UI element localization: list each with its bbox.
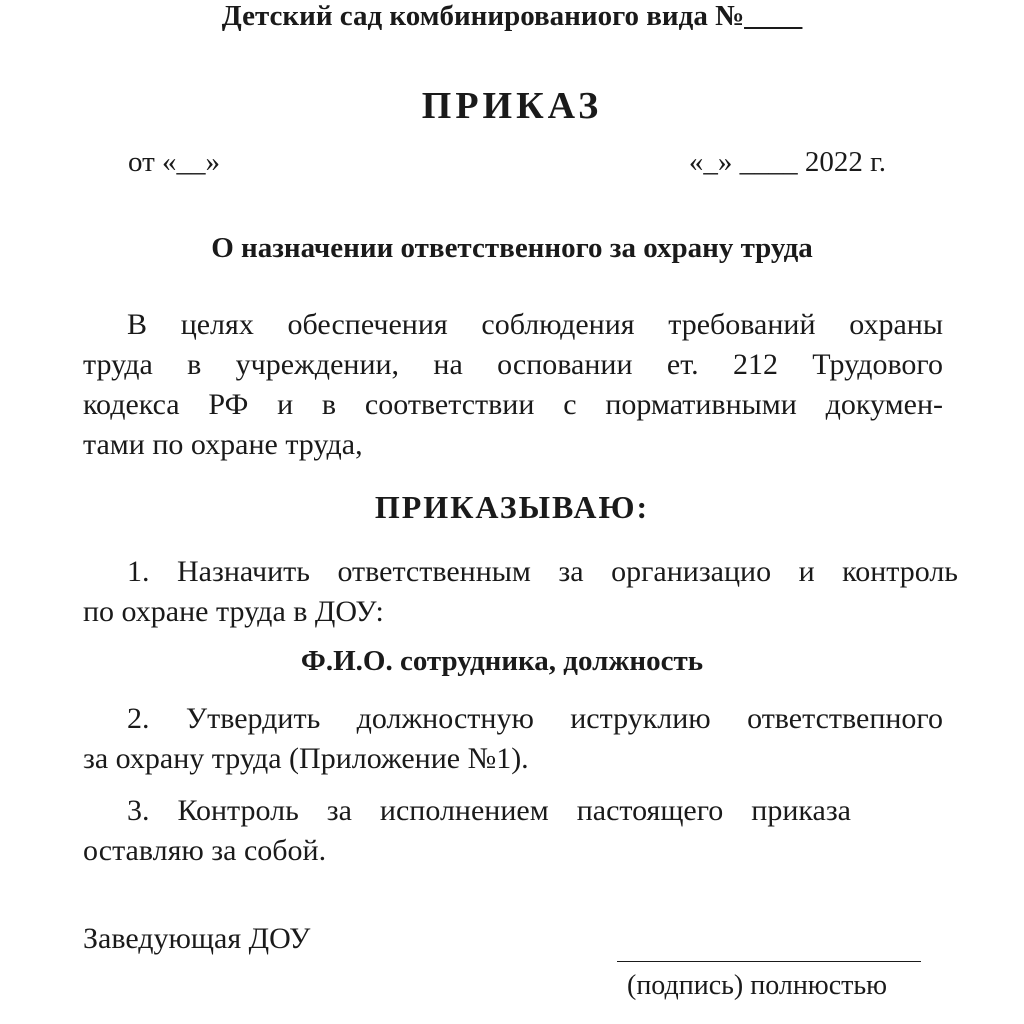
organization-header: Детский сад комбинированиого вида №____ xyxy=(221,0,803,32)
responsible-person-placeholder: Ф.И.О. сотрудника, должность xyxy=(300,645,704,677)
order-item-line: оставляю за собой. xyxy=(83,834,327,867)
order-date-right: «_» ____ 2022 г. xyxy=(688,146,886,178)
signature-line xyxy=(617,961,921,962)
preamble-line: кодекса РФ и в соответствии с пормативными докумен- xyxy=(83,388,943,421)
order-item-2 xyxy=(83,699,943,779)
order-item-1 xyxy=(83,552,958,632)
order-item-3 xyxy=(83,791,851,871)
signatory-position: Заведующая ДОУ xyxy=(83,922,311,955)
order-item-line: 3. Контроль за исполнением пастоящего приказа xyxy=(127,794,851,827)
order-subject: О назначении ответственного за охрану труда xyxy=(211,232,813,264)
order-item-line: по охране труда в ДОУ: xyxy=(83,595,384,628)
document-title: ПРИКАЗ xyxy=(421,85,603,127)
preamble-line: В целях обеспечения соблюдения требований охраны xyxy=(127,308,943,341)
preamble-line: тами по охране труда, xyxy=(83,428,363,461)
signature-caption: (подпись) полнюстью xyxy=(627,970,888,1001)
order-item-line: за охрану труда (Приложение №1). xyxy=(83,742,529,775)
order-date-left: от «__» xyxy=(128,146,221,178)
preamble-paragraph xyxy=(83,305,943,465)
preamble-line: труда в учреждении, на осповании ет. 212 Трудового xyxy=(83,348,943,381)
order-item-line: 2. Утвердить должностную иструклию ответствепного xyxy=(127,702,943,735)
order-item-line: 1. Назначить ответственным за организацио и контроль xyxy=(127,555,958,588)
order-directive-heading: ПРИКАЗЫВАЮ: xyxy=(374,489,650,525)
